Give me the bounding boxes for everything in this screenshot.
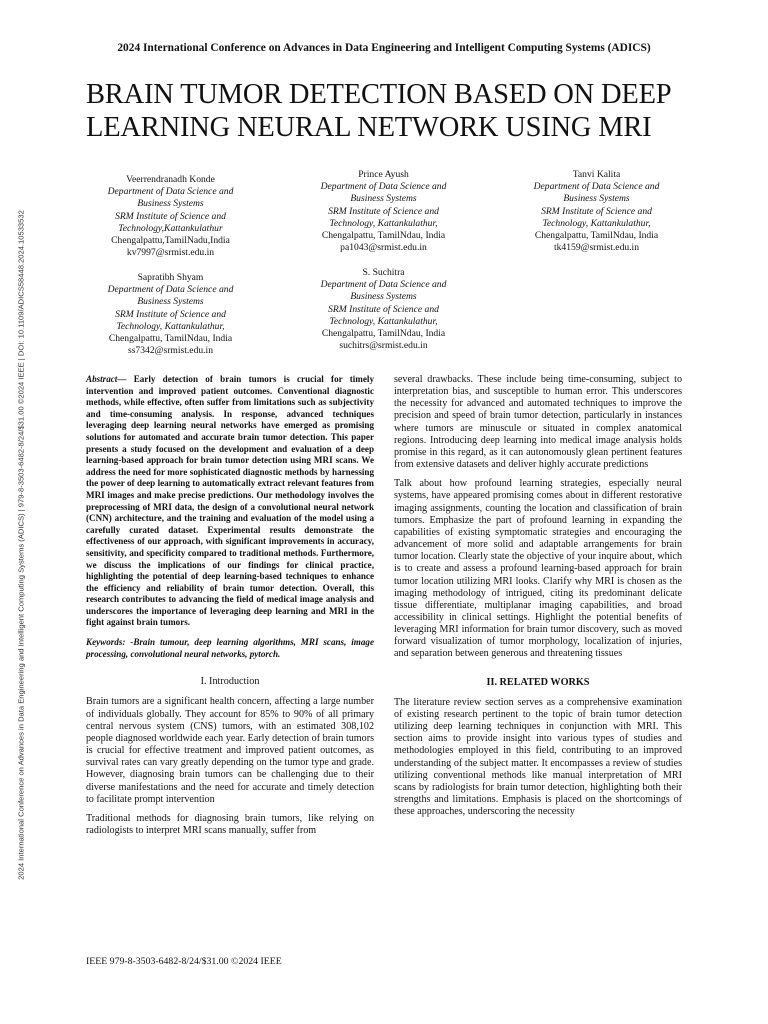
- author-dept: Department of Data Science and: [320, 279, 447, 291]
- title-line-1: BRAIN TUMOR DETECTION BASED ON DEEP: [86, 79, 672, 110]
- author-email: suchitrs@srmist.edu.in: [339, 340, 428, 352]
- author-location: Chengalpattu, TamilNdau, India: [534, 230, 659, 242]
- author-block: [83, 272, 258, 357]
- author-block: [509, 169, 684, 254]
- author-dept: Department of Data Science and: [533, 181, 660, 193]
- right-paragraph-1: several drawbacks. These include being time-consuming, subject to interpretation bias, and susceptible to human error. This underscores the necessity for advanced and automated techniques to improve the precision and speed of brain tumor detection, particularly in instances where tumors are minuscule or situated in complex anatomical regions. Introducing deep learning into medical image analysis holds promise in this regard, as it can autonomously glean pertinent features from extensive datasets and deliver highly accurate predictions: [394, 374, 682, 471]
- author-dept: Department of Data Science and: [107, 186, 234, 198]
- keywords-text: -Brain tumour, deep learning algorithms, MRI scans, image processing, convolutional neural networks, pytorch.: [86, 637, 374, 659]
- author-dept: Business Systems: [563, 193, 630, 205]
- related-works-paragraph-1: The literature review section serves as a comprehensive examination of existing research pertinent to the topic of brain tumor detection utilizing deep learning techniques in conjunction with MRI. This section aims to provide insight into various types of studies and methodologies employed in this field, contributing to an improved understanding of the subject matter. It encompasses a review of studies utilizing conventional methods like manual interpretation of MRI scans by radiologists for brain tumor detection, highlighting both their strengths and limitations. Emphasis is placed on the shortcomings of these approaches, underscoring the necessity: [394, 696, 682, 818]
- author-dept: Department of Data Science and: [107, 284, 234, 296]
- author-inst: Technology, Kattankulathur,: [116, 320, 225, 332]
- author-name: Tanvi Kalita: [572, 169, 621, 180]
- author-block: [296, 169, 471, 254]
- author-name: Prince Ayush: [358, 169, 409, 180]
- keywords: [86, 637, 374, 660]
- author-inst: SRM Institute of Science and: [328, 205, 439, 217]
- author-location: Chengalpattu, TamilNdau, India: [321, 230, 446, 242]
- intro-paragraph-1: Brain tumors are a significant health concern, affecting a large number of individuals globally. They account for 85% to 90% of all primary central nervous system (CNS) tumors, with an estimated 308,102 people diagnosed worldwide each year. Early detection of brain tumors is crucial for effective treatment and improved patient outcomes, as survival rates can vary greatly depending on the tumor type and grade. However, diagnosing brain tumors can be challenging due to their diverse manifestations and the need for accurate and timely detection to facilitate prompt intervention: [86, 696, 374, 805]
- doi-sidebar: [13, 120, 29, 970]
- author-block: [296, 267, 471, 352]
- author-email: tk4159@srmist.edu.in: [553, 242, 640, 254]
- keywords-label: Keywords:: [86, 637, 126, 648]
- abstract-label: Abstract—: [86, 374, 127, 384]
- author-inst: Technology, Kattankulathur,: [329, 217, 438, 229]
- author-dept: Business Systems: [350, 193, 417, 205]
- author-inst: Technology, Kattankulathur,: [542, 217, 651, 229]
- author-block: [83, 174, 258, 259]
- author-location: Chengalpattu, TamilNdau, India: [108, 333, 233, 345]
- author-dept: Business Systems: [137, 296, 204, 308]
- conference-header: 2024 International Conference on Advances in Data Engineering and Intelligent Computing Systems (ADICS): [117, 42, 651, 54]
- abstract: [86, 374, 374, 629]
- author-inst: SRM Institute of Science and: [541, 205, 652, 217]
- left-column: [86, 374, 374, 837]
- copyright-footer: IEEE 979-8-3503-6482-8/24/$31.00 ©2024 IEEE: [86, 956, 282, 967]
- author-location: Chengalpattu, TamilNdau, India: [321, 328, 446, 340]
- doi-sidebar-text: 2024 International Conference on Advances in Data Engineering and Intelligent Computing Systems (ADICS) | 979-8-3503-6482-8/24/$31.00 ©2024 IEEE | DOI: 10.1109/ADICS58448.2024.10533532: [16, 210, 26, 880]
- author-email: pa1043@srmist.edu.in: [340, 242, 427, 254]
- author-dept: Business Systems: [137, 198, 204, 210]
- paper-title: [86, 78, 726, 144]
- right-column: [394, 374, 682, 818]
- author-dept: Business Systems: [350, 291, 417, 303]
- author-inst: Technology,Kattankulathur: [118, 222, 223, 234]
- author-email: ss7342@srmist.edu.in: [127, 345, 214, 357]
- intro-paragraph-2: Traditional methods for diagnosing brain tumors, like relying on radiologists to interpret MRI scans manually, suffer from: [86, 812, 374, 836]
- section-heading-introduction: I. Introduction: [200, 676, 260, 688]
- author-email: kv7997@srmist.edu.in: [126, 247, 215, 259]
- author-inst: Technology, Kattankulathur,: [329, 315, 438, 327]
- author-name: Veerrendranadh Konde: [126, 174, 215, 185]
- author-name: S. Suchitra: [362, 267, 405, 278]
- author-location: Chengalpattu,TamilNadu,India: [111, 235, 230, 247]
- author-name: Sapratibh Shyam: [137, 272, 204, 283]
- author-inst: SRM Institute of Science and: [115, 210, 226, 222]
- section-heading-related-works: II. RELATED WORKS: [486, 676, 590, 688]
- author-inst: SRM Institute of Science and: [328, 303, 439, 315]
- right-paragraph-2: Talk about how profound learning strategies, especially neural systems, have appeared promising comes about in different restorative imaging assignments, counting the location and classification of brain tumors. Emphasize the part of profound learning in expanding the capabilities of existing symptomatic strategies and encouraging the advancement of more solid and adaptable arrangements for brain tumor location. Clearly state the objective of your inquire about, which is to create and assess a profound learning-based approach for brain tumor location utilizing MRI looks. Clarify why MRI is chosen as the imaging methodology of intrigued, citing its predominant delicate tissue differentiate, multiplanar imaging capabilities, and broad accessibility in clinical settings. Highlight the potential benefits of leveraging MRI information for brain tumor discovery, such as moved forward visualization of tumor morphology, localization of injuries, and separation between generous and threatening tissues: [394, 478, 682, 660]
- author-dept: Department of Data Science and: [320, 181, 447, 193]
- title-line-2: LEARNING NEURAL NETWORK USING MRI: [86, 112, 652, 143]
- author-inst: SRM Institute of Science and: [115, 308, 226, 320]
- abstract-text: Early detection of brain tumors is crucial for timely intervention and improved patient outcomes. Conventional diagnostic methods, while effective, often suffer from limitations such as subjectivity and time-consuming analysis. In response, advanced techniques leveraging deep learning neural networks have emerged as promising solutions for automated and accurate brain tumor detection. This paper presents a study focused on the development and evaluation of a deep learning-based approach for brain tumor detection using MRI scans. We address the need for more sophisticated diagnostic methods by harnessing the power of deep learning to automatically extract relevant features from MRI images and make precise predictions. Our methodology involves the preprocessing of MRI data, the design of a convolutional neural network (CNN) architecture, and the training and evaluation of the model using a carefully curated dataset. Experimental results demonstrate the effectiveness of our approach, with significant improvements in accuracy, sensitivity, and specificity compared to traditional methods. Furthermore, we discuss the implications of our findings for clinical practice, highlighting the potential of deep learning-based techniques to enhance the efficiency and reliability of brain tumor detection. Overall, this research contributes to advancing the field of medical image analysis and underscores the importance of leveraging deep learning and MRI in the fight against brain tumors.: [86, 374, 374, 628]
